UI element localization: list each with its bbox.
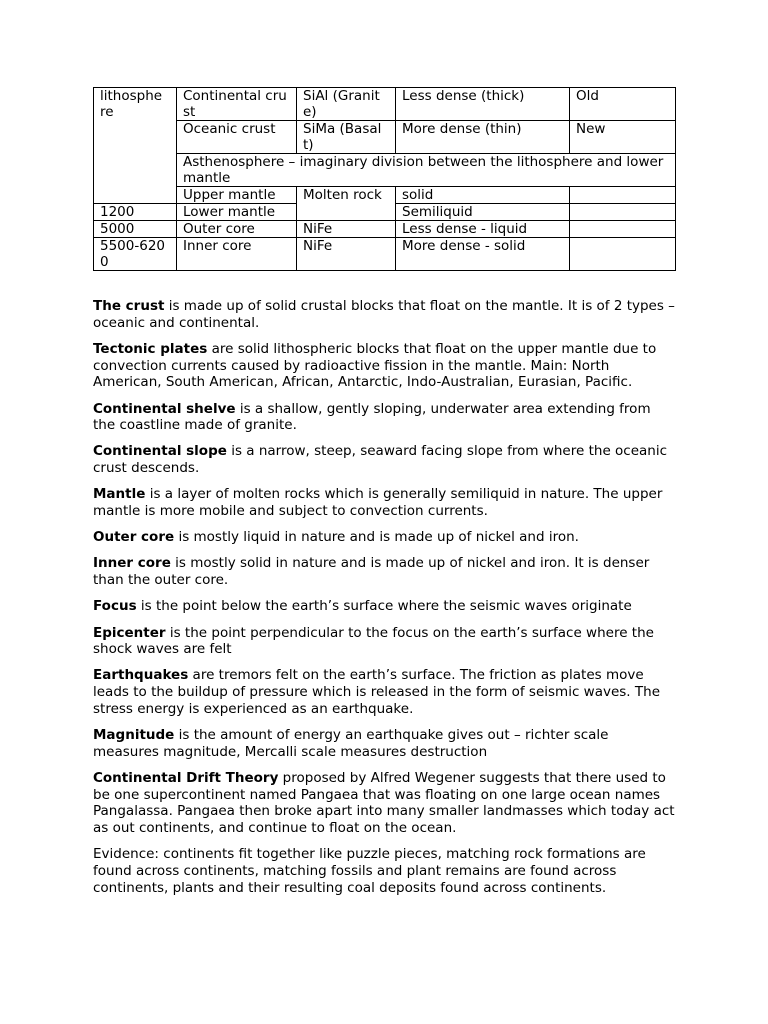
definition-paragraph [93, 443, 675, 476]
definition-term: Magnitude [93, 727, 175, 744]
table-row [94, 221, 676, 238]
table-cell: Oceanic crust [177, 121, 297, 154]
table-row [94, 121, 676, 154]
definition-term: Outer core [93, 529, 175, 546]
definition-term: Epicenter [93, 624, 166, 641]
table-cell: NiFe [297, 238, 396, 271]
definition-paragraph [93, 401, 675, 434]
definition-text: are solid lithospheric blocks that float on the upper mantle due to convection currents caused by radioactive fission in the mantle. Main: North American, South American, African, Antarctic, Indo-Australian, Eurasian, Pacific. [93, 340, 657, 391]
table-cell: Old [570, 88, 676, 121]
definition-text: is a layer of molten rocks which is generally semiliquid in nature. The upper mantle is more mobile and subject to convection currents. [93, 486, 663, 520]
table-cell: SiMa (Basalt) [297, 121, 396, 154]
table-row [94, 187, 676, 204]
definition-term: Tectonic plates [93, 340, 208, 357]
table-row [94, 238, 676, 271]
table-cell: solid [396, 187, 570, 204]
definition-term: Continental shelve [93, 400, 236, 417]
table-cell: 5500-6200 [94, 238, 177, 271]
table-row [94, 88, 676, 121]
definition-text: is a narrow, steep, seaward facing slope from where the oceanic crust descends. [93, 443, 668, 477]
definition-text: is the point perpendicular to the focus on the earth’s surface where the shock waves are felt [93, 624, 654, 658]
definition-text: is made up of solid crustal blocks that float on the mantle. It is of 2 types – oceanic and continental. [93, 298, 675, 331]
definition-text: is the amount of energy an earthquake gives out – richter scale measures magnitude, Mercalli scale measures destruction [93, 727, 609, 760]
table-cell: Semiliquid [396, 204, 570, 221]
table-cell: Outer core [177, 221, 297, 238]
table-cell: Inner core [177, 238, 297, 271]
table-cell: 5000 [94, 221, 177, 238]
table-cell-asthenosphere: Asthenosphere – imaginary division between the lithosphere and lower mantle [177, 154, 676, 187]
definition-text: is mostly solid in nature and is made up of nickel and iron. It is denser than the outer core. [93, 555, 650, 589]
table-cell: Less dense (thick) [396, 88, 570, 121]
definition-paragraph [93, 341, 675, 391]
definition-paragraph [93, 598, 675, 615]
evidence-paragraph: Evidence: continents fit together like puzzle pieces, matching rock formations are found across continents, matching fossils and plant remains are found across continents, plants and their resulting coal deposits found across continents. [93, 846, 646, 896]
table-cell: More dense - solid [396, 238, 570, 271]
earth-layers-table [93, 87, 676, 271]
definition-term: Focus [93, 598, 137, 615]
table-cell: 1200 [94, 204, 177, 221]
table-cell: SiAl (Granite) [297, 88, 396, 121]
table-cell [570, 204, 676, 221]
definition-term: Inner core [93, 555, 171, 572]
definition-text: is mostly liquid in nature and is made up of nickel and iron. [174, 529, 579, 546]
document-page [93, 87, 675, 906]
definition-text: is the point below the earth’s surface where the seismic waves originate [136, 598, 632, 615]
table-cell: New [570, 121, 676, 154]
definition-paragraph [93, 298, 675, 331]
table-cell [570, 187, 676, 204]
definition-paragraph [93, 486, 675, 519]
table-row [94, 154, 676, 187]
definition-term: Continental Drift Theory [93, 769, 279, 786]
definition-text: is a shallow, gently sloping, underwater area extending from the coastline made of granite. [93, 400, 651, 434]
definition-paragraph [93, 625, 675, 658]
definition-term: Mantle [93, 486, 146, 503]
table-cell [570, 238, 676, 271]
table-cell-lithosphere: lithosphe re [94, 88, 177, 204]
table-cell: NiFe [297, 221, 396, 238]
table-cell: More dense (thin) [396, 121, 570, 154]
table-cell: Lower mantle [177, 204, 297, 221]
table-cell: Less dense - liquid [396, 221, 570, 238]
definition-paragraph [93, 727, 675, 760]
definition-term: Earthquakes [93, 667, 189, 684]
table-cell: Molten rock [297, 187, 396, 221]
definition-paragraph [93, 667, 675, 717]
table-cell: Continental crust [177, 88, 297, 121]
table-cell: Upper mantle [177, 187, 297, 204]
definition-term: The crust [93, 298, 165, 314]
definition-paragraph [93, 555, 675, 588]
definition-paragraph [93, 529, 675, 546]
definitions-list [93, 298, 675, 896]
definition-text: proposed by Alfred Wegener suggests that there used to be one supercontinent named Pangaea that was floating on one large ocean names Pangalassa. Pangaea then broke apart into many smaller landmasses which today act as out continents, and continue to float on the ocean. [93, 769, 675, 837]
table-cell [570, 221, 676, 238]
definition-text: are tremors felt on the earth’s surface. The friction as plates move leads to the buildup of pressure which is released in the form of seismic waves. The stress energy is experienced as an earthquake. [93, 667, 660, 717]
definition-term: Continental slope [93, 443, 227, 460]
definition-paragraph [93, 770, 675, 837]
